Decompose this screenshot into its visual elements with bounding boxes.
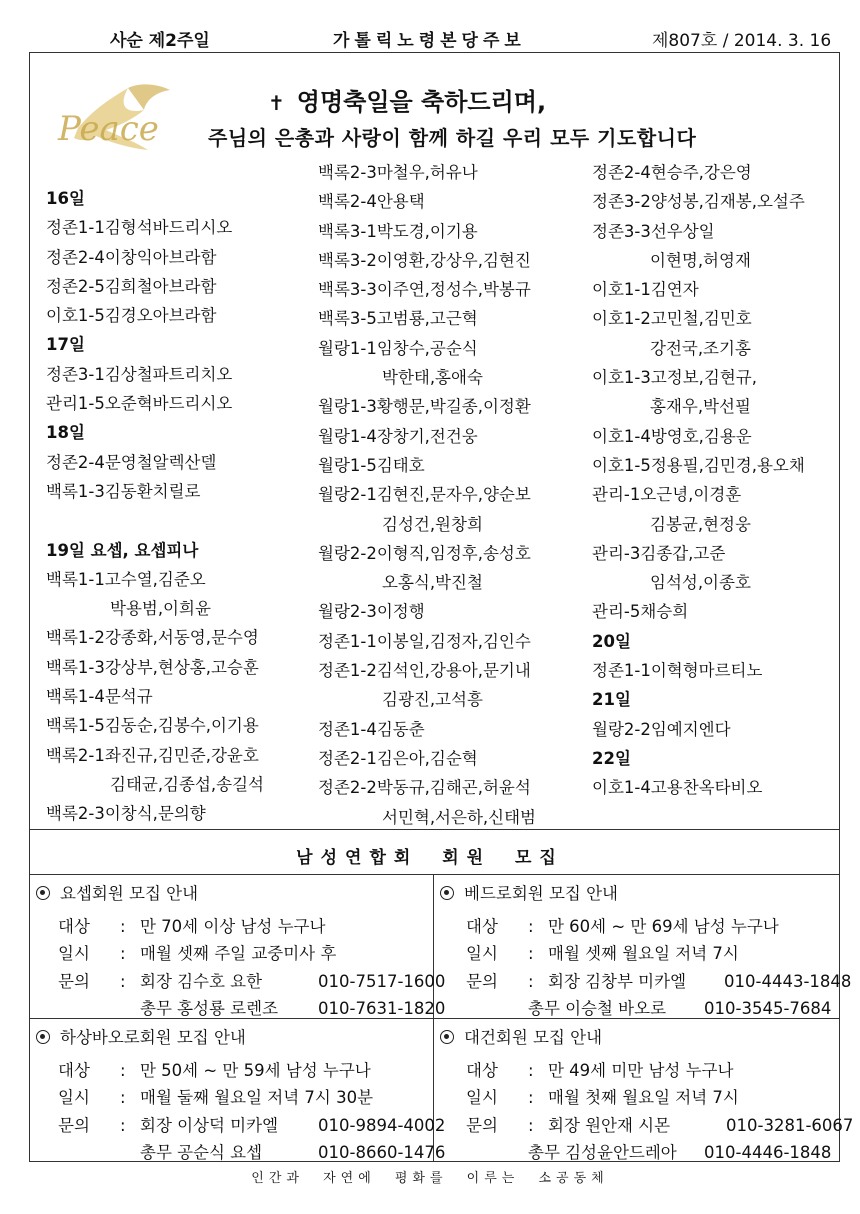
parishioner-entry: 백록3-3이주연,정성수,박봉규 <box>318 280 531 300</box>
target-label: 대상 <box>58 1060 90 1080</box>
parishioner-entry: 정존3-3선우상일 <box>592 221 715 241</box>
peace-logo-text: Peace <box>58 109 159 149</box>
parishioner-entry: 정존2-2박동규,김해곤,허윤석 <box>318 778 531 798</box>
time-text: 매월 첫째 월요일 저녁 7시 <box>548 1088 739 1107</box>
parishioner-entry: 백록1-3강상부,현상홍,고승훈 <box>46 657 259 677</box>
parishioner-entry: 강전국,조기홍 <box>650 338 751 358</box>
colon: : <box>120 1060 126 1080</box>
parishioner-entry: 관리1-5오준혁바드리시오 <box>46 394 233 414</box>
box-title: 대건회원 모집 안내 <box>464 1028 603 1047</box>
contact-label: 문의 <box>466 971 498 991</box>
bulletin-name: 가톨릭노령본당주보 <box>333 31 526 51</box>
parishioner-entry: 월랑1-1임창수,공순식 <box>318 338 478 358</box>
phone-number: 010-8660-1476 <box>318 1143 446 1162</box>
parish-motto-footer: 인간과 자연에 평화를 이루는 소공동체 <box>251 1171 609 1186</box>
recruit-box-joseph <box>36 880 445 1023</box>
parishioner-entry: 백록3-5고범룡,고근혁 <box>318 309 478 329</box>
phone-number: 010-7631-1820 <box>318 999 446 1018</box>
contact-secretary: 총무 홍성룡 로렌조 <box>140 999 279 1018</box>
parishioner-entry: 월랑2-2임예지엔다 <box>592 719 731 739</box>
name-list-column-2 <box>318 158 536 832</box>
feast-day-heading: 19일 요셉, 요셉피나 <box>46 540 199 560</box>
parishioner-entry: 백록2-1좌진규,김민준,강윤호 <box>46 745 259 765</box>
feast-day-heading: 18일 <box>46 423 85 443</box>
contact-secretary: 총무 김성윤안드레아 <box>528 1143 677 1162</box>
parishioner-entry: 이호1-5정용필,김민경,용오채 <box>592 455 805 475</box>
target-label: 대상 <box>466 1060 498 1080</box>
blank-line <box>46 506 264 535</box>
time-text: 매월 둘째 월요일 저녁 7시 30분 <box>140 1088 374 1107</box>
greeting-line1: 영명축일을 축하드리며, <box>296 88 547 116</box>
parishioner-entry: 이호1-5김경오아브라함 <box>46 306 217 326</box>
greeting-line2: 주님의 은총과 사랑이 함께 하길 우리 모두 기도합니다 <box>208 126 697 150</box>
parishioner-entry: 임석성,이종호 <box>650 573 751 593</box>
parishioner-entry: 관리-1오근녕,이경훈 <box>592 485 742 505</box>
parishioner-entry: 월랑2-2이형직,임정후,송성호 <box>318 543 531 563</box>
parishioner-entry: 관리-3김종갑,고준 <box>592 543 726 563</box>
cross-icon: ✝ <box>268 91 285 115</box>
contact-label: 문의 <box>466 1115 498 1135</box>
parishioner-entry: 이호1-1김연자 <box>592 280 699 300</box>
target-text: 만 50세 ~ 만 59세 남성 누구나 <box>140 1060 371 1080</box>
parishioner-entry: 백록1-3김동환치릴로 <box>46 481 201 501</box>
parishioner-entry: 정존2-4문영철알렉산델 <box>46 452 217 472</box>
target-label: 대상 <box>58 916 90 936</box>
parishioner-entry: 이호1-2고민철,김민호 <box>592 309 752 329</box>
time-text: 매월 셋째 주일 교중미사 후 <box>140 944 337 963</box>
colon: : <box>120 1088 126 1107</box>
colon: : <box>120 944 126 963</box>
parishioner-entry: 박용범,이희윤 <box>110 599 211 619</box>
colon: : <box>528 944 534 963</box>
phone-number: 010-7517-1600 <box>318 971 446 991</box>
time-label: 일시 <box>466 1088 498 1107</box>
parishioner-entry: 정존1-2김석인,강용아,문기내 <box>318 661 531 681</box>
phone-number: 010-3545-7684 <box>704 999 832 1018</box>
parishioner-entry: 정존3-2양성봉,김재봉,오설주 <box>592 192 805 212</box>
circle-dot-icon <box>440 886 454 900</box>
parishioner-entry: 백록2-3이창식,문의향 <box>46 804 206 824</box>
time-label: 일시 <box>58 944 90 963</box>
time-label: 일시 <box>466 944 498 963</box>
contact-president: 회장 원안재 시몬 <box>548 1115 671 1135</box>
parishioner-entry: 김성건,원창희 <box>382 514 483 534</box>
parishioner-entry: 정존1-1이혁형마르티노 <box>592 661 763 681</box>
feast-day-heading: 20일 <box>592 631 631 651</box>
contact-president: 회장 김수호 요한 <box>140 971 263 991</box>
time-label: 일시 <box>58 1088 90 1107</box>
colon: : <box>528 916 534 936</box>
parishioner-entry: 김봉균,현정웅 <box>650 514 751 534</box>
time-text: 매월 셋째 월요일 저녁 7시 <box>548 944 739 963</box>
colon: : <box>528 1115 534 1135</box>
name-list-column-3 <box>592 158 805 803</box>
parishioner-entry: 관리-5채승희 <box>592 602 689 622</box>
target-text: 만 49세 미만 남성 누구나 <box>548 1060 734 1080</box>
parishioner-entry: 이호1-4방영호,김용운 <box>592 426 752 446</box>
parishioner-entry: 이호1-3고정보,김현규, <box>592 368 757 388</box>
phone-number: 010-4443-1848 <box>724 971 852 991</box>
colon: : <box>120 1115 126 1135</box>
colon: : <box>528 971 534 991</box>
issue-number-date: 제807호 / 2014. 3. 16 <box>652 31 832 51</box>
parishioner-entry: 정존2-4현승주,강은영 <box>592 163 752 182</box>
recruit-box-daegun <box>440 1024 853 1167</box>
parishioner-entry: 월랑1-4장창기,전건웅 <box>318 426 478 446</box>
circle-dot-icon <box>440 1030 454 1044</box>
liturgical-week: 사순 제2주일 <box>110 31 210 51</box>
section-divider <box>29 829 840 830</box>
parishioner-entry: 서민혁,서은하,신태범 <box>382 807 536 827</box>
parishioner-entry: 정존2-5김희철아브라함 <box>46 276 217 296</box>
parishioner-entry: 이호1-4고용찬옥타비오 <box>592 778 763 798</box>
colon: : <box>528 1060 534 1080</box>
feast-greeting-title <box>268 82 546 117</box>
parishioner-entry: 백록2-4안용택 <box>318 192 425 212</box>
parishioner-entry: 홍재우,박선필 <box>650 397 751 417</box>
colon: : <box>120 916 126 936</box>
parishioner-entry: 백록1-4문석규 <box>46 687 153 707</box>
parishioner-entry: 오홍식,박진철 <box>382 573 483 593</box>
contact-secretary: 총무 이승철 바오로 <box>528 999 667 1018</box>
contact-secretary: 총무 공순식 요셉 <box>140 1143 263 1162</box>
parishioner-entry: 월랑2-1김현진,문자우,양순보 <box>318 485 531 505</box>
feast-day-heading: 16일 <box>46 189 85 208</box>
parishioner-entry: 백록3-2이영환,강상우,김현진 <box>318 250 531 270</box>
feast-day-heading: 21일 <box>592 690 631 710</box>
section-divider <box>29 874 840 875</box>
contact-label: 문의 <box>58 971 90 991</box>
box-title: 하상바오로회원 모집 안내 <box>60 1028 246 1047</box>
parishioner-entry: 박한태,홍애숙 <box>382 368 483 388</box>
parishioner-entry: 백록3-1박도경,이기용 <box>318 221 478 241</box>
box-title: 요셉회원 모집 안내 <box>60 884 199 903</box>
parishioner-entry: 월랑1-5김태호 <box>318 455 425 475</box>
phone-number: 010-3281-6067 <box>726 1115 854 1135</box>
target-label: 대상 <box>466 916 498 936</box>
parishioner-entry: 월랑1-3황행문,박길종,이정환 <box>318 397 531 417</box>
parishioner-entry: 백록2-3마철우,허유나 <box>318 163 478 182</box>
parishioner-entry: 김태균,김종섭,송길석 <box>110 774 264 794</box>
name-list-column-1 <box>46 184 264 829</box>
target-text: 만 70세 이상 남성 누구나 <box>140 916 326 936</box>
contact-president: 회장 김창부 미카엘 <box>548 971 687 991</box>
box-title: 베드로회원 모집 안내 <box>464 884 618 903</box>
feast-day-heading: 17일 <box>46 335 85 355</box>
phone-number: 010-9894-4002 <box>318 1115 446 1135</box>
parishioner-entry: 백록1-2강종화,서동영,문수영 <box>46 628 259 648</box>
feast-day-heading: 22일 <box>592 748 631 768</box>
parishioner-entry: 백록1-5김동순,김봉수,이기용 <box>46 716 259 736</box>
phone-number: 010-4446-1848 <box>704 1143 832 1162</box>
circle-dot-icon <box>36 886 50 900</box>
colon: : <box>120 971 126 991</box>
parishioner-entry: 월랑2-3이정행 <box>318 602 425 622</box>
contact-president: 회장 이상덕 미카엘 <box>140 1115 279 1135</box>
recruit-section-title: 남성연합회 회원 모집 <box>296 848 564 868</box>
parishioner-entry: 백록1-1고수열,김준오 <box>46 569 206 589</box>
target-text: 만 60세 ~ 만 69세 남성 누구나 <box>548 916 779 936</box>
circle-dot-icon <box>36 1030 50 1044</box>
parishioner-entry: 정존2-4이창익아브라함 <box>46 247 217 267</box>
parishioner-entry: 김광진,고석흥 <box>382 690 483 710</box>
parishioner-entry: 정존1-1김형석바드리시오 <box>46 218 233 238</box>
parishioner-entry: 정존2-1김은아,김순혁 <box>318 748 478 768</box>
recruit-box-peter <box>440 880 851 1023</box>
parishioner-entry: 이현명,허영재 <box>650 250 751 270</box>
parishioner-entry: 정존3-1김상철파트리치오 <box>46 364 233 384</box>
parishioner-entry: 정존1-4김동춘 <box>318 719 425 739</box>
colon: : <box>528 1088 534 1107</box>
parishioner-entry: 정존1-1이봉일,김정자,김인수 <box>318 631 531 651</box>
recruit-box-hasang-paul <box>36 1024 445 1167</box>
contact-label: 문의 <box>58 1115 90 1135</box>
dove-logo <box>48 80 180 160</box>
